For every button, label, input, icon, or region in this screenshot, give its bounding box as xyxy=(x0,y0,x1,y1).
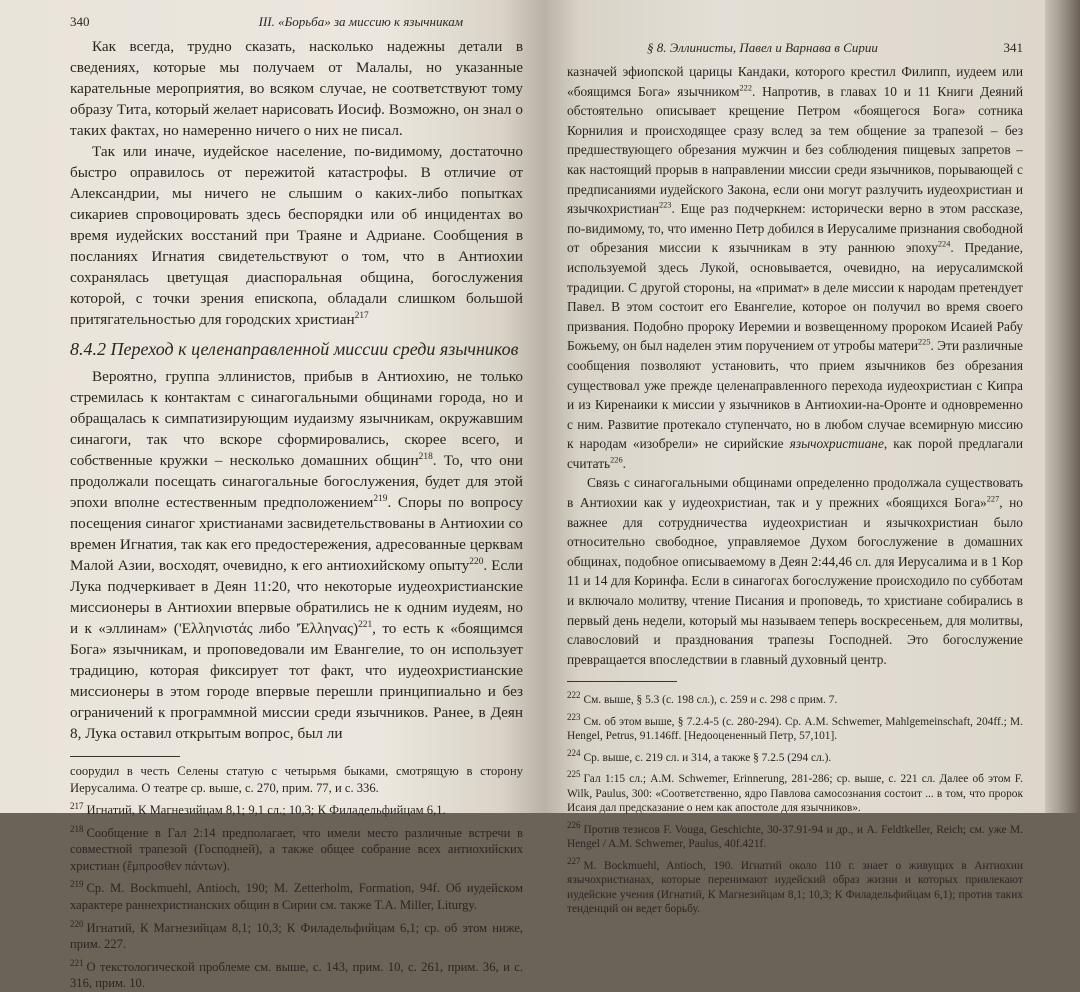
footnote-ref: 222 xyxy=(739,83,752,93)
footnote-ref: 224 xyxy=(937,239,951,249)
footnote-ref: 223 xyxy=(659,200,672,210)
footnote-text: См. выше, § 5.3 (с. 198 сл.), с. 259 и с. 298 с прим. 7. xyxy=(583,694,838,707)
running-header xyxy=(567,40,1023,56)
footnote xyxy=(567,767,1023,816)
paragraph xyxy=(70,141,523,330)
footnote-ref: 219 xyxy=(373,493,388,504)
paragraph-text: , но важнее для сотрудничества иудеохристиан и язычкохристиан было относительно свободное, управляемое Духом богослужение в домашних общинах, подобное описываемому в Деян 2:44,46 сл. для Иерусалима и в 1 Кор 11 и 14 для Коринфа. Если в синагогах богослужение происходило по субботам и включало молитву, чтение Писания и проповедь, то христиане собирались в первый день недели, который мы называем теперь воскресеньем, для молитвы, славословий и празднования трапезы Господней. Это богослужение превращается впоследствии в главный духовный центр. xyxy=(567,495,1023,667)
footnote-number: 222 xyxy=(567,690,581,701)
footnote-continuation: соорудил в честь Селены статую с четырьмя быками, смотрящую в сторону Иерусалима. О театре ср. выше, с. 270, прим. 77, и с. 336. xyxy=(70,764,523,795)
footnote xyxy=(70,955,523,992)
emphasis: язычохристиане xyxy=(789,436,884,452)
right-page xyxy=(545,0,1045,916)
footnote-list xyxy=(567,688,1023,917)
footnote-number: 217 xyxy=(70,801,84,811)
paragraph-text: . xyxy=(622,455,626,471)
footnote-text: См. об этом выше, § 7.2.4-5 (с. 280-294). Ср. A.M. Schwemer, Mahlgemeinschaft, 204ff.; M. Hengel, Petrus, 91.146ff. [Недооцененный Петр, 57,101]. xyxy=(567,715,1023,743)
footnote-text: Игнатий, К Магнезийцам 8,1; 10,3; К Филадельфийцам 6,1; ср. об этом ниже, прим. 227. xyxy=(70,920,523,952)
footnote-number: 225 xyxy=(567,769,581,780)
running-head-title: § 8. Эллинисты, Павел и Варнава в Сирии xyxy=(647,40,878,55)
footnote-text: Ср. M. Bockmuehl, Antioch, 190; M. Zetterholm, Formation, 94f. Об иудейском характере раннехристианских общин в Сирии см. также T.A. Miller, Liturgy. xyxy=(70,881,523,913)
running-head-title: III. «Борьба» за миссию к язычникам xyxy=(258,14,463,29)
paragraph-text: , то есть к «боящимся Бога» язычникам, и проповедовали им Евангелие, то он использует традицию, которая фиксирует тот факт, что иудеохристианские миссионеры в этом городе впервые перешли принципиально и без ограничений к программной миссии среди язычников. Ранее, в Деян 8, Лука оставил открытым вопрос, был ли xyxy=(70,620,524,742)
paragraph-text: Связь с синагогальными общинами определенно продолжала существовать в Антиохии как у иудеохристиан, так и у прежних «боящихся Бога» xyxy=(567,475,1023,511)
paragraph-text: . Если Лука подчеркивает в Деян 11:20, что некоторые иудеохристианские миссионеры в Антиохии впервые обратились не к одним иудеям, но и к «эллинам» ('Ελληνιστάς либо 'Έλληνας) xyxy=(70,557,524,637)
footnote-text: M. Bockmuehl, Antioch, 190. Игнатий около 110 г. знает о живущих в Антиохии язычохристианах, которые перенимают иудейский образ жизни и которых привлекают иудейские учения (Игнатий, К Магнезийцам 8,1; 10,3; К Филадельфийцам 6,1); против таких тенденций он ведет борьбу. xyxy=(567,859,1023,916)
footnote-ref: 225 xyxy=(918,337,931,347)
footnote-ref: 227 xyxy=(986,494,1000,504)
paragraph-text: , как порой предлагали считать xyxy=(567,436,1023,471)
footnote-text: Против тезисов F. Vouga, Geschichte, 30-37.91-94 и др., и A. Feldtkeller, Reich; см. уже M. Hengel / A.M. Schwemer, Paulus, 40f.421f. xyxy=(567,823,1023,851)
footnote-text: Ср. выше, с. 219 сл. и 314, а также § 7.2.5 (294 сл.). xyxy=(583,751,832,764)
footnote-list xyxy=(70,798,523,992)
footnote-text: Игнатий, К Магнезийцам 8,1; 9,1 сл.; 10,3; К Филадельфийцам 6,1. xyxy=(86,803,446,818)
paragraph xyxy=(567,473,1023,669)
footnote-number: 224 xyxy=(567,747,581,758)
footnote-number: 220 xyxy=(70,918,84,929)
footnote-number: 218 xyxy=(70,823,84,834)
footnote xyxy=(567,854,1023,917)
paragraph-text: . Предание, используемой здесь Лукой, основывается, очевидно, на иерусалимской традиции. С другой стороны, на «примат» в деле миссии к народам претендует Павел. В этом состоит его Евангелие, которое он получил во время своего призвания. Подобно пророку Иеремии и возвещенному пророком Исаией Рабу Божьему, он был наделен этим поручением от утробы матери xyxy=(567,240,1023,354)
footnote-number: 219 xyxy=(70,879,84,890)
footnote-ref: 217 xyxy=(354,310,369,321)
section-heading: 8.4.2 Переход к целенаправленной миссии среди язычников xyxy=(70,339,519,359)
page-stack-edge xyxy=(1045,0,1080,813)
footnote xyxy=(70,876,523,913)
footnote-number: 227 xyxy=(567,855,581,866)
footnote xyxy=(70,798,523,819)
paragraph xyxy=(70,366,523,744)
paragraph-text: . Эти различные сообщения позволяют установить, что прием язычников без обрезания существовал уже прежде целенаправленного перехода иудеохристиан с Кипра и из Киренаики к миссии у язычников в Антиохии-на-Оронте и одновременно с ним. Развитие протекало ступенчато, но в любом случае всемирную миссию к народам «изобрели» не сирийские xyxy=(567,338,1023,452)
footnote-ref: 218 xyxy=(418,451,433,462)
footnote xyxy=(567,746,1023,765)
footnote-text: Гал 1:15 сл.; A.M. Schwemer, Erinnerung, 281-286; ср. выше, с. 221 сл. Далее об этом F. Wilk, Paulus, 300: «Соответственно, ядро Павлова самосознания состоит ... в том, что пророк Исаия дал предсказание о нем как апостоле для язычников». xyxy=(567,772,1023,815)
paragraph: Как всегда, трудно сказать, насколько надежны детали в сведениях, которые мы получаем от Малалы, но указанные карательные мероприятия, во всяком случае, не соответствуют тому образу Тита, который желает нарисовать Иосиф. Возможно, он знал о таких фактах, но намеренно ничего о них не писал. xyxy=(70,38,523,139)
paragraph-text: казначей эфиопской царицы Кандаки, которого крестил Филипп, иудеем или «боящимся Бога» язычником xyxy=(567,64,1023,99)
paragraph-text: . То, что они продолжали посещать синагогальные богослужения, будет для этой эпохи вполне естественным предположением xyxy=(70,452,523,511)
footnote xyxy=(70,916,523,953)
footnote-ref: 226 xyxy=(610,455,623,465)
paragraph-text: Так или иначе, иудейское население, по-видимому, достаточно быстро оправилось от пережитой катастрофы. В отличие от Александрии, мы ничего не слышим о каких-либо попытках сикариев спровоцировать здесь беспорядки или об инцидентах во время иудейских восстаний при Траяне и Адриане. Сообщения в посланиях Игнатия свидетельствуют о том, что в Антиохии сохранялась цветущая диаспоральная община, богослужения которой, с точки зрения епископа, обладали слишком большой притягательностью для городских христиан xyxy=(70,143,523,328)
footnote xyxy=(70,821,523,875)
paragraph-text: . Споры по вопросу посещения синагог христианами засвидетельствованы в Антиохии со времен Игнатия, так как его предостережения, адресованные церквам Малой Азии, восходят, очевидно, к его антиохийскому опыту xyxy=(70,494,523,574)
page-number: 340 xyxy=(70,14,90,29)
footnote-number: 221 xyxy=(70,957,84,968)
footnote-number: 226 xyxy=(567,819,581,830)
footnote xyxy=(567,818,1023,852)
paragraph-text: . Напротив, в главах 10 и 11 Книги Деяний обстоятельно описывает крещение Петром «боящегося Бога» сотника Корнилия и происходящее сразу вслед за тем общение за трапезой – без предшествующего обрезания мужчин и без соблюдения пищевых запретов – как настоящий прорыв в направлении миссии среди язычников, порывающей с предписаниями иудейского Закона, если они могут разлучить иудеохристиан и язычкохристиан xyxy=(567,83,1024,217)
running-header xyxy=(70,14,523,30)
footnote-text: Сообщение в Гал 2:14 предполагает, что имели место различные встречи в совместной трапезой (Господней), а также общее собрание всех антиохийских христиан (ἔμπροσθεν πάντων). xyxy=(70,825,523,873)
footnote-number: 223 xyxy=(567,711,581,722)
paragraph-text: Вероятно, группа эллинистов, прибыв в Антиохию, не только стремилась к контактам с синагогальными общинами города, но и обращалась к симпатизирующим иудаизму язычникам, окружавшим синагоги, так что вскоре сформировались, скорее всего, и собственные кружки – несколько домашних общин xyxy=(70,368,523,469)
paragraph-text: . Еще раз подчеркнем: исторически верно в этом рассказе, по-видимому, то, что именно Петр добился в Иерусалиме признания свободной от обрезания миссии к язычникам в эту раннюю эпоху xyxy=(567,201,1023,256)
footnote xyxy=(567,688,1023,707)
page-number: 341 xyxy=(1003,40,1023,55)
paragraph xyxy=(567,62,1023,473)
footnote-text: О текстологической проблеме см. выше, с. 143, прим. 10, с. 261, прим. 36, и с. 316, прим. 10. xyxy=(70,959,523,991)
footnote xyxy=(567,710,1023,744)
footnote-ref: 220 xyxy=(469,556,484,567)
footnote-ref: 221 xyxy=(358,619,373,630)
footnote-divider xyxy=(567,681,677,682)
footnote-divider xyxy=(70,756,180,757)
